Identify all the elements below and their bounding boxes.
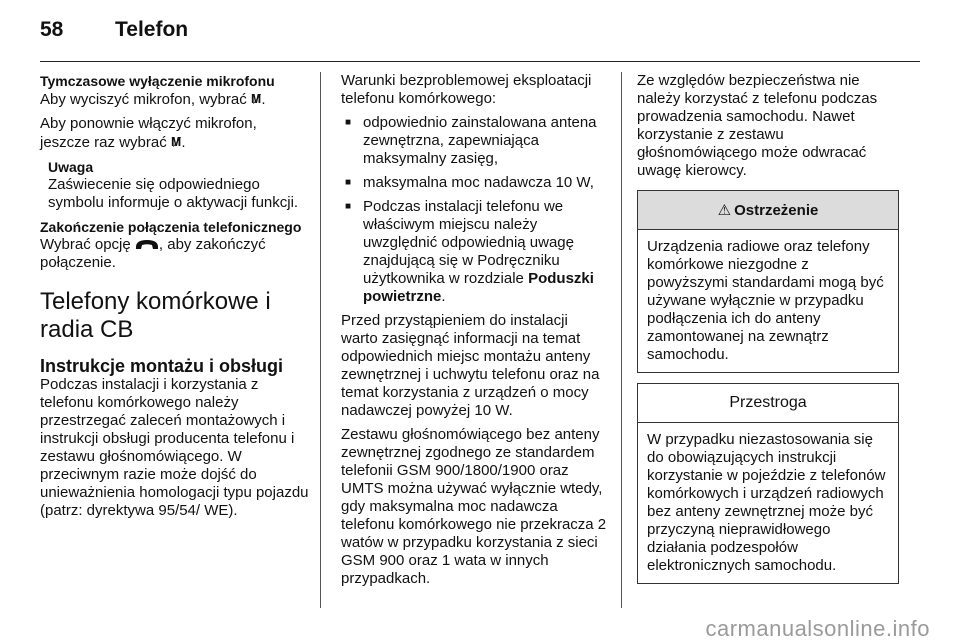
column-divider-1 (320, 72, 321, 608)
mic-paragraph-2 (40, 115, 310, 152)
end-call-paragraph (40, 236, 310, 272)
warning-body (638, 230, 898, 372)
mic-heading: Tymczasowe wyłączenie mikrofonu (40, 73, 275, 89)
note-box (48, 158, 310, 212)
column-divider-2 (621, 72, 622, 608)
caution-header (638, 384, 898, 423)
airbag-reference: Poduszki powietrzne (363, 270, 594, 305)
caution-box (637, 383, 899, 584)
installation-info-paragraph: Przed przystąpieniem do instalacji warto zasięgnąć informacji na temat odpowiednich miejsc montażu anteny zewnętrznej i uchwytu telefonu oraz na temat korzystania z urządzeń o mocy nadawczej powyżej 10 W. (341, 312, 600, 419)
page-number: 58 (40, 18, 64, 41)
mic-mute-icon: 𝚳̸ (250, 92, 262, 106)
note-title: Uwaga (48, 159, 94, 175)
warning-icon: ⚠ (717, 202, 732, 219)
section-title: Telefony komórkowe i radia CB (40, 288, 271, 343)
column-2 (341, 72, 607, 594)
warning-title: Ostrzeżenie (734, 201, 819, 219)
chapter-title: Telefon (115, 18, 189, 41)
column-1 (40, 72, 310, 526)
end-call-text: Wybrać opcję (40, 236, 131, 253)
list-item: ■ maksymalna moc nadawcza 10 W, (341, 174, 607, 192)
mic-p1-end: . (261, 91, 266, 108)
header-rule (40, 61, 920, 62)
column-3 (637, 72, 899, 584)
list-item-text: Podczas instalacji telefonu we właściwym miejscu należy uwzględnić odpowiednią uwagę znajdującą się w Podręczniku użytkownika w rozdziale (363, 198, 574, 287)
subsection-title: Instrukcje montażu i obsługi (40, 356, 284, 376)
caution-body (638, 423, 898, 583)
warning-text: Urządzenia radiowe oraz telefony komórkowe niezgodne z powyższymi standardami mogą być używane wyłącznie w przypadku podłączenia ich do anteny zamontowanej na zewnątrz samochodu. (647, 238, 884, 363)
install-paragraph: Podczas instalacji i korzystania z telefonu komórkowego należy przestrzegać zaleceń montażowych i instrukcji obsługi producenta telefonu i zestawu głośnomówiącego. W przeciwnym razie może dojść do unieważnienia homologacji typu pojazdu (patrz: dyrektywa 95/54/ WE). (40, 376, 309, 519)
page-header (40, 18, 188, 48)
end-call-text-2: , aby zakończyć połączenie. (40, 236, 266, 271)
end-call-heading: Zakończenie połączenia telefonicznego (40, 219, 302, 235)
phone-hangup-icon (135, 238, 159, 250)
list-item (341, 198, 607, 306)
safety-paragraph: Ze względów bezpieczeństwa nie należy korzystać z telefonu podczas prowadzenia samochodu. Nawet korzystanie z zestawu głośnomówiącego może odwracać uwagę kierowcy. (637, 72, 878, 179)
list-item-end: . (441, 288, 446, 305)
caution-text: W przypadku niezastosowania się do obowiązujących instrukcji korzystanie w pojeździe z telefonów komórkowych i urządzeń radiowych bez anteny zewnętrznej może być przyczyną nieprawidłowego działania podzespołów elektronicznych samochodu. (647, 431, 886, 574)
conditions-list (341, 114, 607, 306)
watermark: carmanualsonline.info (705, 616, 930, 641)
conditions-intro: Warunki bezproblemowej eksploatacji telefonu komórkowego: (341, 72, 592, 107)
warning-header (638, 191, 898, 230)
mic-p2-text: Aby ponownie włączyć mikrofon, jeszcze raz wybrać (40, 115, 257, 151)
mic-mute-icon: 𝚳̸ (170, 135, 182, 149)
caution-title: Przestroga (729, 394, 807, 411)
note-text: Zaświecenie się odpowiedniego symbolu informuje o aktywacji funkcji. (48, 176, 299, 211)
mic-p2-end: . (181, 134, 186, 151)
handsfree-paragraph: Zestawu głośnomówiącego bez anteny zewnętrznej zgodnego ze standardem telefonii GSM 900/1800/1900 oraz UMTS można używać wyłącznie wtedy, gdy maksymalna moc nadawcza telefonu komórkowego nie przekracza 2 watów w przypadku korzystania z sieci GSM 900 oraz 1 wata w innych przypadkach. (341, 426, 607, 587)
warning-box (637, 190, 899, 373)
mic-paragraph-1 (40, 90, 310, 109)
list-item: ■ odpowiednio zainstalowana antena zewnętrzna, zapewniająca maksymalny zasięg, (341, 114, 607, 168)
mic-p1-text: Aby wyciszyć mikrofon, wybrać (40, 91, 247, 108)
